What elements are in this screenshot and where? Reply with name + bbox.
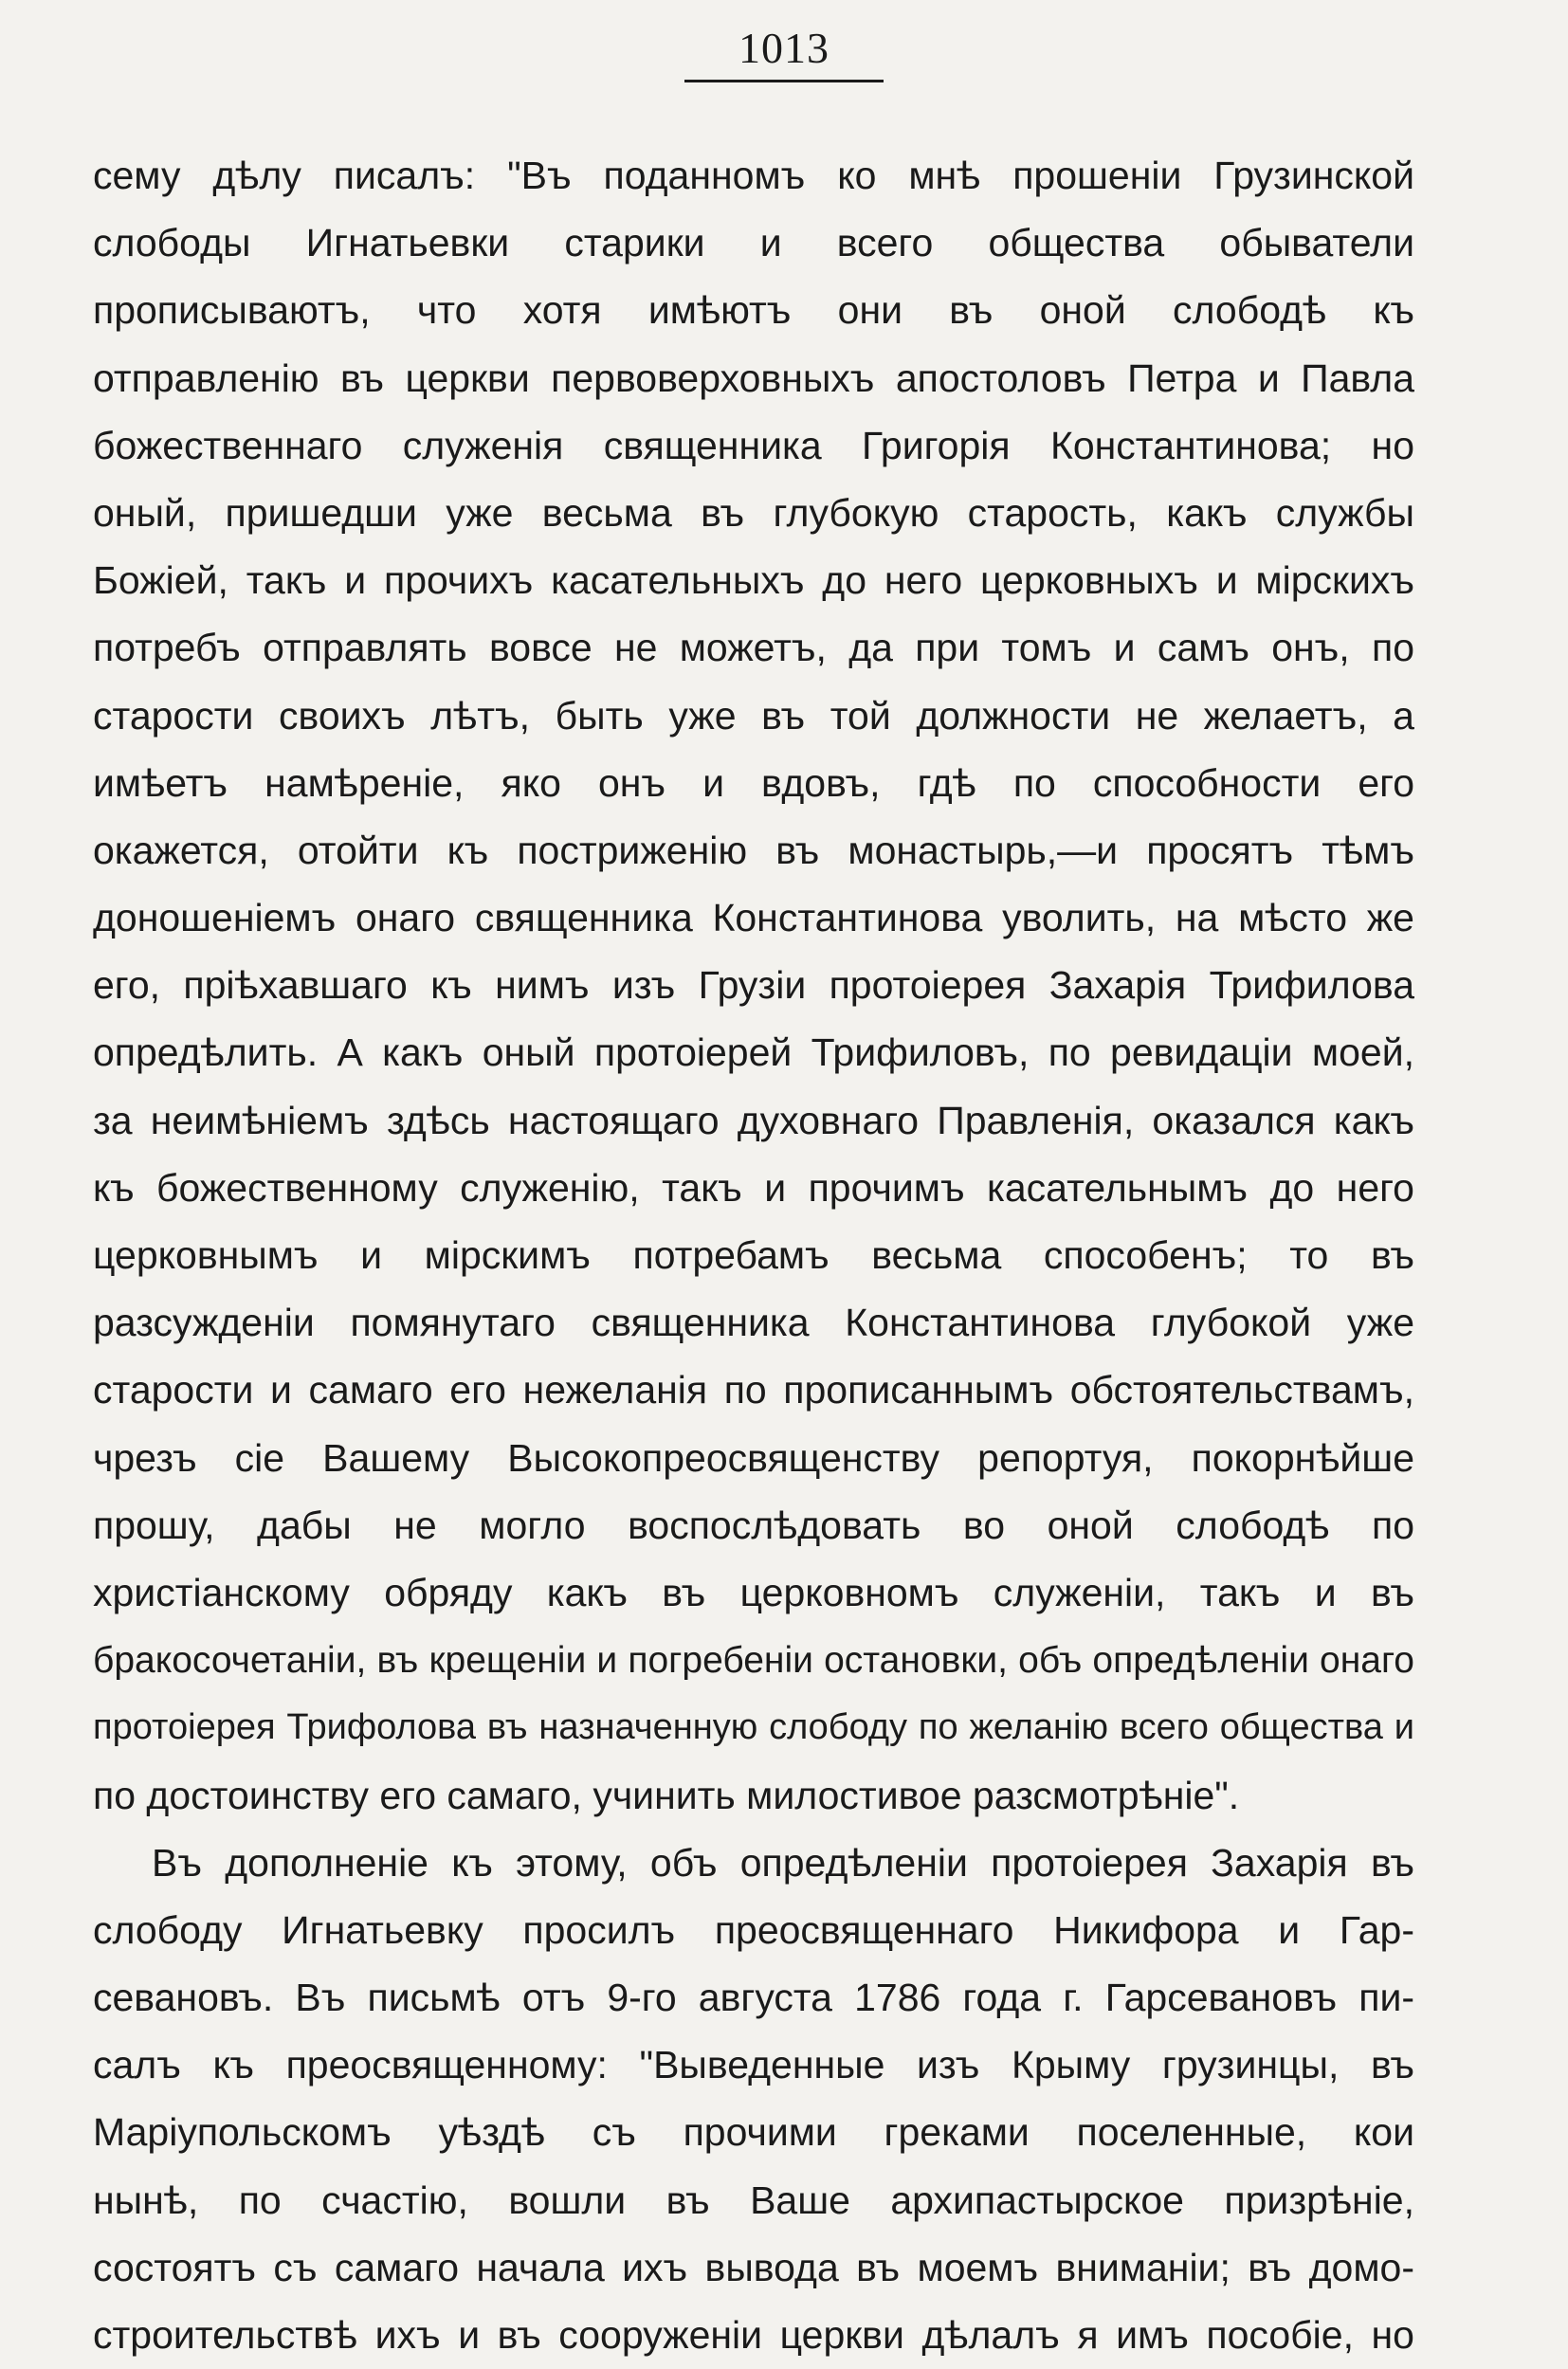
text-line: потребъ отправлять вовсе не можетъ, да при томъ и самъ онъ, по [93, 626, 1414, 670]
text-line: христiанскому обряду какъ въ церковномъ служенiи, такъ и въ [93, 1570, 1414, 1614]
text-line: его, прiѣхавшаго къ нимъ изъ Грузiи протоiерея Захарiя Трифилова [93, 963, 1414, 1008]
text-line: строительствѣ ихъ и въ сооруженiи церкви дѣлалъ я имъ пособiе, но [93, 2313, 1414, 2357]
text-line: окажется, отойти къ постриженiю въ монастырь,—и просятъ тѣмъ [93, 828, 1414, 872]
text-line: прошу, дабы не могло воспослѣдовать во оной слободѣ по [93, 1503, 1414, 1547]
page-number: 1013 [684, 21, 884, 82]
text-line: имѣетъ намѣренiе, яко онъ и вдовъ, гдѣ по способности его [93, 760, 1414, 805]
text-line: салъ къ преосвященному: "Выведенные изъ Крыму грузинцы, въ [93, 2043, 1414, 2087]
text-line: Божiей, такъ и прочихъ касательныхъ до него церковныхъ и мiрскихъ [93, 558, 1414, 603]
paragraph-2 [93, 1830, 1414, 2369]
text-line: разсужденiи помянутаго священника Константинова глубокой уже [93, 1301, 1414, 1345]
text-line: доношенiемъ онаго священника Константинова уволить, на мѣсто же [93, 896, 1414, 940]
text-line: за неимѣнiемъ здѣсь настоящаго духовнаго Правленiя, оказался какъ [93, 1098, 1414, 1142]
text-line: состоятъ съ самаго начала ихъ вывода въ моемъ вниманiи; въ домо- [93, 2245, 1414, 2289]
text-line: старости и самаго его нежеланiя по прописаннымъ обстоятельствамъ, [93, 1368, 1414, 1412]
text-line: слободы Игнатьевки старики и всего общества обыватели [93, 221, 1414, 265]
text-line: нынѣ, по счастiю, вошли въ Ваше архипастырское призрѣнiе, [93, 2178, 1414, 2222]
text-line: прописываютъ, что хотя имѣютъ они въ оной слободѣ къ [93, 288, 1414, 333]
text-line: церковнымъ и мiрскимъ потребамъ весьма способенъ; то въ [93, 1233, 1414, 1277]
page-header [0, 21, 1568, 82]
text-line: сему дѣлу писалъ: "Въ поданномъ ко мнѣ прошенiи Грузинской [93, 154, 1414, 197]
text-line: отправленiю въ церкви первоверховныхъ апостоловъ Петра и Павла [93, 355, 1414, 400]
text-line: Марiупольскомъ уѣздѣ съ прочими греками поселенные, кои [93, 2110, 1414, 2155]
text-line: протоiерея Трифолова въ назначенную слободу по желанiю всего общества и [93, 1707, 1414, 1748]
text-line: бракосочетанiи, въ крещенiи и погребенiи остановки, объ опредѣленiи онаго [93, 1640, 1414, 1682]
body-text [93, 142, 1414, 2369]
text-line: слободу Игнатьевку просилъ преосвященнаго Никифора и Гар- [93, 1907, 1414, 1952]
text-line: божественнаго служенiя священника Григорiя Константинова; но [93, 423, 1414, 467]
text-line: опредѣлить. А какъ оный протоiерей Трифиловъ, по ревидацiи моей, [93, 1030, 1414, 1075]
text-line: чрезъ сiе Вашему Высокопреосвященству репортуя, покорнѣйше [93, 1435, 1414, 1480]
text-line: севановъ. Въ письмѣ отъ 9-го августа 1786 года г. Гарсевановъ пи- [93, 1976, 1414, 2020]
text-line: оный, пришедши уже весьма въ глубокую старость, какъ службы [93, 490, 1414, 535]
text-line: Въ дополненiе къ этому, объ опредѣленiи протоiерея Захарiя въ [152, 1840, 1414, 1885]
text-line: старости своихъ лѣтъ, быть уже въ той должности не желаетъ, а [93, 693, 1414, 738]
text-line: по достоинству его самаго, учинить милостивое разсмотрѣнiе". [93, 1773, 1240, 1817]
paragraph-1 [93, 142, 1414, 1830]
text-line: къ божественному служенiю, такъ и прочимъ касательнымъ до него [93, 1165, 1414, 1210]
